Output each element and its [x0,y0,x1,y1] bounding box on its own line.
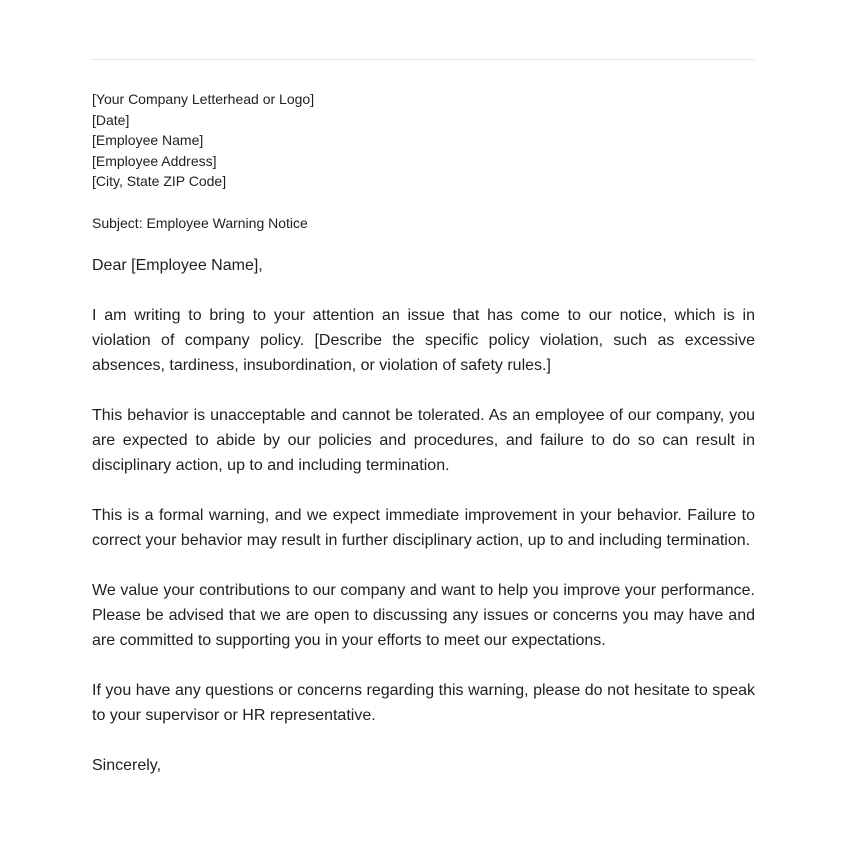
letterhead-placeholder: [Your Company Letterhead or Logo] [92,91,315,107]
city-state-zip-placeholder: [City, State ZIP Code] [92,173,227,189]
paragraph-questions: If you have any questions or concerns regarding this warning, please do not hesitate to speak to your supervisor or HR representative. [92,681,755,724]
letter-header [92,89,755,192]
paragraph-support: We value your contributions to our company and want to help you improve your performance. Please be advised that we are open to discussing any issues or concerns you may have and are committed to supporting you in your efforts to meet our expectations. [92,581,755,649]
salutation: Dear [Employee Name], [92,256,263,274]
paragraph-unacceptable: This behavior is unacceptable and cannot be tolerated. As an employee of our company, you are expected to abide by our policies and procedures, and failure to do so can result in disciplinary action, up to and including termination. [92,406,755,474]
date-placeholder: [Date] [92,111,130,128]
letter-body [92,89,755,778]
subject-line: Subject: Employee Warning Notice [92,214,308,231]
paragraph-formal-warning: This is a formal warning, and we expect immediate improvement in your behavior. Failure to correct your behavior may result in further disciplinary action, up to and including termination. [92,506,755,549]
paragraph-violation: I am writing to bring to your attention an issue that has come to our notice, which is in violation of company policy. [Describe the specific policy violation, such as excessive absences, tardiness, insubordination, or violation of safety rules.] [92,306,755,374]
top-divider [92,59,755,60]
employee-address-placeholder: [Employee Address] [92,152,217,169]
closing: Sincerely, [92,756,162,774]
employee-name-placeholder: [Employee Name] [92,132,204,148]
